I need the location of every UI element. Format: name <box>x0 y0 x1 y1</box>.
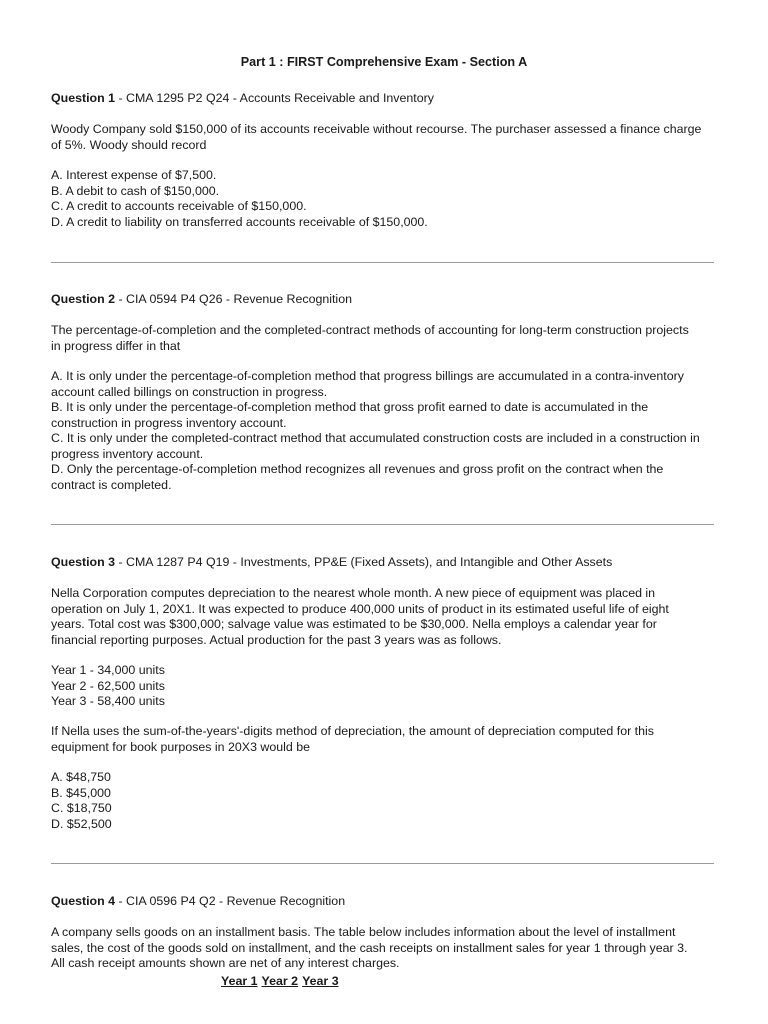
question-1-options <box>51 168 719 230</box>
stem-line: sales, the cost of the goods sold on installment, and the cash receipts on installment sales for year 1 through year 3. <box>51 940 688 955</box>
stem-line: The percentage-of-completion and the completed-contract methods of accounting for long-term construction projects <box>51 323 689 337</box>
stem-line: of 5%. Woody should record <box>51 137 207 152</box>
answer-option-b-cont: construction in progress inventory account. <box>51 415 287 430</box>
stem-line: Nella Corporation computes depreciation to the nearest whole month. A new piece of equipment was placed in <box>51 586 656 600</box>
answer-option-c: C. $18,750 <box>51 801 112 815</box>
answer-option-c-cont: progress inventory account. <box>51 446 204 461</box>
question-1 <box>51 91 719 107</box>
question-label: Question 1 <box>51 91 116 105</box>
answer-option-b: B. $45,000 <box>51 785 111 800</box>
stem-line: financial reporting purposes. Actual production for the past 3 years was as follows. <box>51 632 502 647</box>
answer-option-d: D. $52,500 <box>51 816 112 831</box>
answer-option-b: B. A debit to cash of $150,000. <box>51 183 220 198</box>
question-meta: - CIA 0594 P4 Q26 - Revenue Recognition <box>115 292 352 306</box>
question-4-heading <box>51 894 719 910</box>
section-divider <box>51 863 714 864</box>
answer-option-c: C. It is only under the completed-contract method that accumulated construction costs are included in a construction in <box>51 431 700 445</box>
question-2-heading <box>51 292 719 308</box>
question-2 <box>51 292 719 308</box>
answer-option-c: C. A credit to accounts receivable of $150,000. <box>51 199 307 213</box>
question-3-stem-2 <box>51 724 719 755</box>
answer-option-d: D. A credit to liability on transferred accounts receivable of $150,000. <box>51 214 428 229</box>
question-1-heading <box>51 91 719 107</box>
question-meta: - CMA 1287 P4 Q19 - Investments, PP&E (Fixed Assets), and Intangible and Other Assets <box>115 555 613 569</box>
answer-option-a: A. It is only under the percentage-of-completion method that progress billings are accumulated in a contra-inventory <box>51 369 684 383</box>
question-3-options <box>51 770 719 832</box>
stem-line: in progress differ in that <box>51 338 181 353</box>
question-4-stem <box>51 925 719 972</box>
question-3-stem <box>51 586 719 648</box>
answer-option-d-cont: contract is completed. <box>51 477 172 492</box>
question-label: Question 3 <box>51 555 116 569</box>
stem-line: If Nella uses the sum-of-the-years'-digits method of depreciation, the amount of depreciation computed for this <box>51 724 654 738</box>
section-divider <box>51 262 714 263</box>
page-title: Part 1 : FIRST Comprehensive Exam - Section A <box>240 55 528 69</box>
question-3-production <box>51 663 719 710</box>
stem-line: equipment for book purposes in 20X3 would be <box>51 739 310 754</box>
stem-line: Woody Company sold $150,000 of its accounts receivable without recourse. The purchaser assessed a finance charge <box>51 122 702 136</box>
stem-line: All cash receipt amounts shown are net of any interest charges. <box>51 956 400 970</box>
question-4 <box>51 894 719 910</box>
answer-option-a-cont: account called billings on construction in progress. <box>51 384 328 399</box>
question-3-heading <box>51 555 719 571</box>
question-2-stem <box>51 323 719 354</box>
stem-line: A company sells goods on an installment basis. The table below includes information about the level of installment <box>51 925 676 939</box>
table-header-year-1: Year 1 <box>221 974 258 988</box>
production-year-1: Year 1 - 34,000 units <box>51 663 165 677</box>
stem-line: years. Total cost was $300,000; salvage value was estimated to be $30,000. Nella employs a calendar year for <box>51 617 657 631</box>
table-header-year-3: Year 3 <box>302 974 339 988</box>
section-divider <box>51 524 714 525</box>
question-label: Question 2 <box>51 292 116 306</box>
table-header-year-2: Year 2 <box>261 974 299 988</box>
question-3 <box>51 555 719 571</box>
production-year-3: Year 3 - 58,400 units <box>51 694 165 708</box>
production-year-2: Year 2 - 62,500 units <box>51 678 165 693</box>
question-1-stem <box>51 122 719 153</box>
question-meta: - CMA 1295 P2 Q24 - Accounts Receivable and Inventory <box>115 91 434 105</box>
answer-option-b: B. It is only under the percentage-of-completion method that gross profit earned to date is accumulated in the <box>51 400 649 414</box>
question-label: Question 4 <box>51 894 116 908</box>
answer-option-d: D. Only the percentage-of-completion method recognizes all revenues and gross profit on the contract when the <box>51 462 664 476</box>
table-header-row <box>221 974 343 990</box>
question-2-options <box>51 369 719 493</box>
answer-option-a: A. $48,750 <box>51 770 111 784</box>
answer-option-a: A. Interest expense of $7,500. <box>51 168 217 182</box>
stem-line: operation on July 1, 20X1. It was expected to produce 400,000 units of product in its estimated useful life of eight <box>51 601 669 616</box>
question-meta: - CIA 0596 P4 Q2 - Revenue Recognition <box>115 894 346 908</box>
